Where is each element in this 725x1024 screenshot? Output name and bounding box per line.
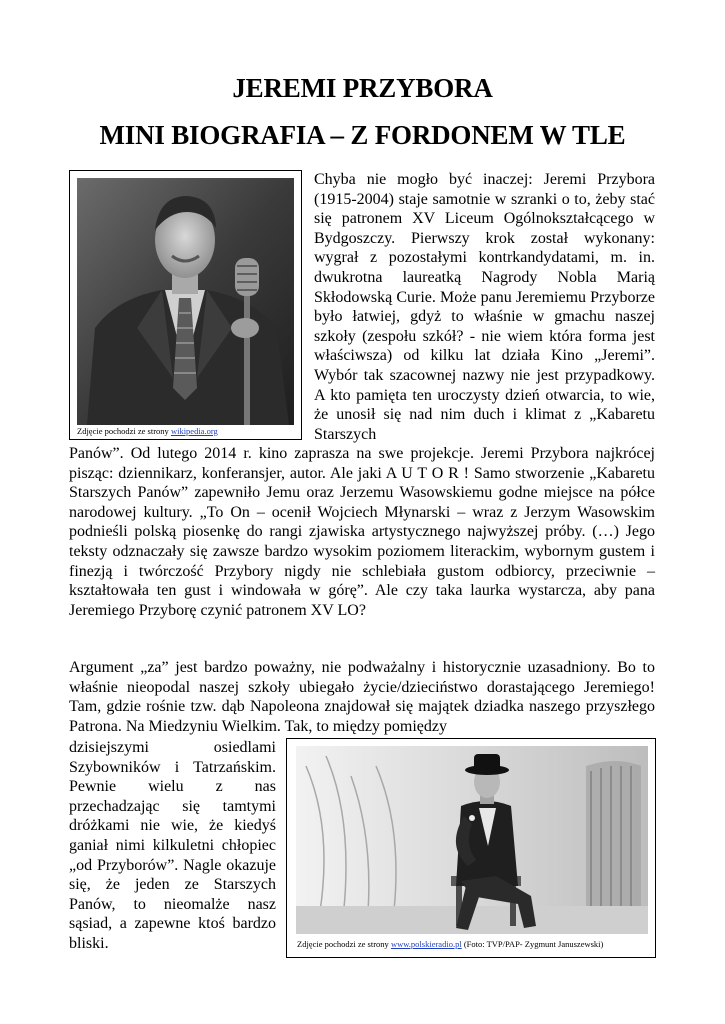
document-subtitle: MINI BIOGRAFIA – Z FORDONEM W TLE <box>99 120 626 150</box>
polskieradio-link[interactable]: www.polskieradio.pl <box>390 939 462 949</box>
photo-przybora-stage <box>286 738 656 958</box>
caption-text: Zdjęcie pochodzi ze strony <box>77 426 171 436</box>
caption-text: Zdjęcie pochodzi ze strony <box>297 939 391 949</box>
stage-photo-image <box>296 746 648 934</box>
paragraph-1-continued: Panów”. Od lutego 2014 r. kino zaprasza na swe projekcje. Jeremi Przybora najkrócej pisząc: dziennikarz, konferansjer, autor. Ale jaki A U T O R ! Samo stworzenie „Kabaretu Starszych Panów” zapewniło Jemu oraz Jerzemu Wasowskiemu godne miejsce na półce narodowej kultury. „To On – ocenił Wojciech Młynarski – wraz z Jerzym Wasowskim podnieśli polską piosenkę do rangi zjawiska artystycznego najwyższej próby. (…) Jego teksty odznaczały się zawsze bardzo wysokim poziomem literackim, wybornym gustem i finezją i twórczość Przybory nigdy nie schlebiała gustom odbiorcy, przeciwnie – kształtowała ten gust i windowała w górę”. Ale czy taka laurka wystarcza, aby pana Jeremiego Przyborę czynić patronem XV LO? <box>69 445 655 619</box>
paragraph-2-opening: Argument „za” jest bardzo poważny, nie podważalny i historycznie uzasadniony. Bo to właśnie nieopodal naszej szkoły ubiegało życie/dzieciństwo dorastającego Jeremiego! Tam, gdzie rośnie tzw. dąb Napoleona znajdował się majątek dziadka naszego przyszłego Patrona. Na Miedzyniu Wielkim. Tak, to między pomiędzy <box>69 659 655 735</box>
caption-credit: (Foto: TVP/PAP- Zygmunt Januszewski) <box>461 939 604 949</box>
paragraph-2-column <box>69 738 276 954</box>
photo-caption <box>297 939 603 949</box>
photo-caption <box>77 426 218 436</box>
paragraph-1-full <box>69 444 655 620</box>
photo-przybora-microphone <box>69 170 302 440</box>
wikipedia-link[interactable]: wikipedia.org <box>170 426 218 436</box>
document-title: JEREMI PRZYBORA <box>232 73 493 103</box>
paragraph-1-beside-photo: Chyba nie mogło być inaczej: Jeremi Przybora (1915-2004) staje samotnie w szranki o to, żeby stać się patronem XV Liceum Ogólnokształcącego w Bydgoszczy. Pierwszy krok został wykonany: wygrał z pozostałymi kontrkandydatami, m. in. dwukrotna laureatką Nagrody Nobla Marią Skłodowską Curie. Może panu Jeremiemu Przyborze było łatwiej, gdyż to właśnie w gmachu naszej szkoły (zespołu szkół? - nie wiem która forma jest właściwsza) od kilku lat działa Kino „Jeremi”. Wybór tak szacownej nazwy nie jest przypadkowy. A kto pamięta ten uroczysty dzień otwarcia, to wie, że unosił się nad nim duch i klimat z „Kabaretu Starszych <box>314 171 655 443</box>
paragraph-2-full <box>69 658 655 736</box>
paragraph-2-beside-photo: dzisiejszymi osiedlami Szybowników i Tatrzańskim. Pewnie wielu z nas przechadzając się tamtymi dróżkami nie wie, że kiedyś ganiał nimi kilkuletni chłopiec „od Przyborów”. Nagle okazuje się, że jeden ze Starszych Panów, to nieomalże nasz sąsiad, a zapewne ktoś bardzo bliski. <box>69 739 276 952</box>
paragraph-1-column <box>314 170 655 444</box>
portrait-photo-image <box>77 178 294 425</box>
